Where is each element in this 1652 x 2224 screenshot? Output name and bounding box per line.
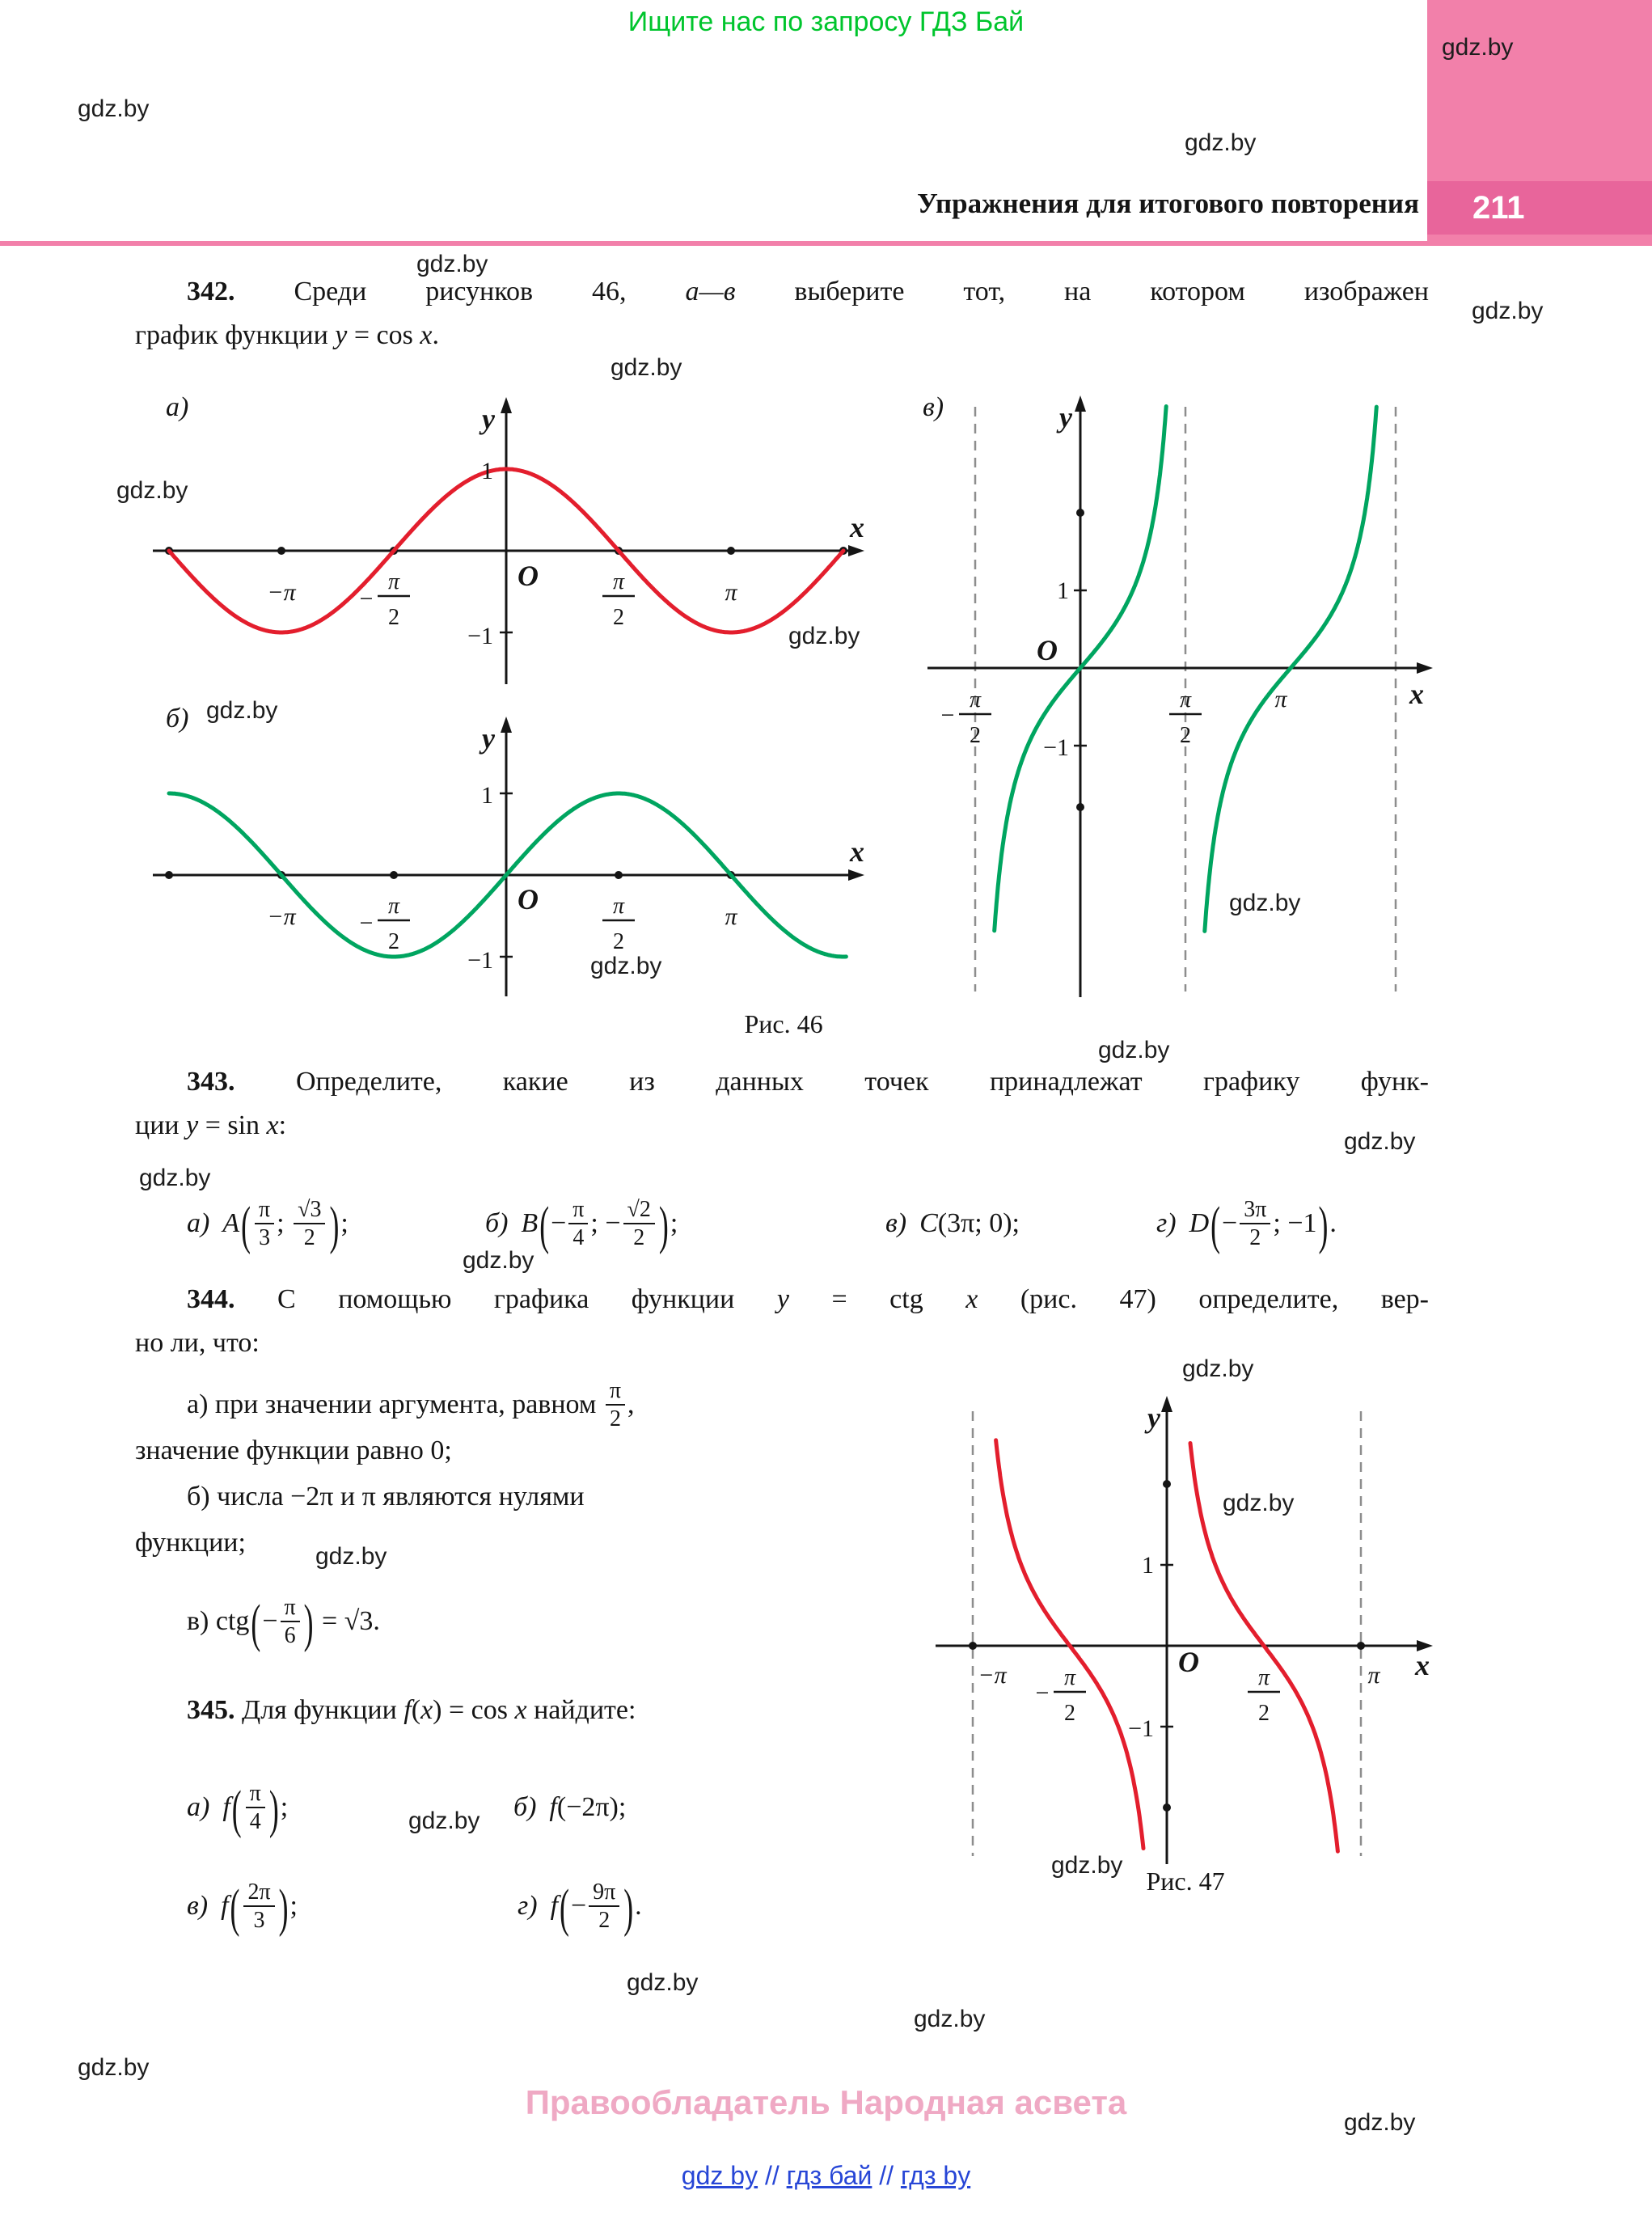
origin-label: O	[518, 883, 539, 915]
gdz-watermark: gdz.by	[1182, 1355, 1254, 1382]
func-arg: (−2π);	[556, 1792, 627, 1822]
punct: .	[635, 1891, 642, 1921]
math-var: x	[420, 1695, 433, 1725]
minus-sign: −	[940, 702, 955, 729]
y-axis-arrow	[1161, 1396, 1172, 1412]
ex344-line2: но ли, что:	[135, 1328, 260, 1358]
gdz-watermark: gdz.by	[590, 953, 662, 979]
gdz-watermark: gdz.by	[1185, 129, 1257, 156]
exercise-345	[135, 1689, 1429, 1732]
frac-num: π	[1257, 1665, 1270, 1690]
gdz-watermark: gdz.by	[611, 354, 682, 381]
math-var: x	[266, 1110, 279, 1140]
fraction: $\frac{\pi}{4}$	[246, 1780, 265, 1836]
footer-link-gdz-by2[interactable]: гдз by	[900, 2161, 971, 2190]
tick-fraction-pi-2	[602, 894, 635, 954]
fig47-caption: Рис. 47	[1146, 1867, 1225, 1896]
fig46-caption: Рис. 46	[744, 1009, 823, 1038]
math-var: f	[403, 1695, 412, 1725]
ex342-line2	[135, 314, 1429, 357]
ex344-item-a-line2: значение функции равно 0;	[135, 1435, 452, 1465]
text-segment: выберите тот, на котором изображен	[735, 277, 1429, 307]
tick-label-pi: π	[725, 903, 737, 930]
text-segment: = cos	[347, 320, 420, 350]
gdz-watermark: gdz.by	[1442, 34, 1514, 61]
fig46v-tan-graph	[907, 387, 1441, 1009]
gdz-watermark: gdz.by	[914, 2006, 986, 2032]
yneg1-label: −1	[467, 623, 493, 649]
axis-dot	[277, 547, 285, 555]
math-var: x	[514, 1695, 527, 1725]
gdz-watermark: gdz.by	[627, 1969, 699, 1996]
fraction: $\frac{√3}{2}$	[294, 1196, 325, 1252]
paren-close: )	[658, 1195, 669, 1256]
exercise-342	[135, 270, 1429, 357]
frac-num: π	[1063, 1665, 1076, 1690]
gdz-watermark: gdz.by	[1229, 890, 1301, 916]
fraction: $\frac{\pi}{6}$	[281, 1594, 300, 1650]
minus-sign: −	[1222, 1208, 1238, 1238]
minus-sign: −	[262, 1606, 278, 1636]
y1-label: 1	[481, 458, 493, 484]
footer-links	[0, 2161, 1652, 2191]
x-axis-label: x	[850, 835, 864, 868]
ex342-line1	[135, 270, 1429, 314]
axis-dot	[969, 1642, 977, 1650]
paren-open: (	[230, 1878, 240, 1939]
axis-dot	[390, 871, 398, 879]
y1-label: 1	[1142, 1552, 1154, 1579]
x-axis-arrow	[848, 545, 864, 556]
footer-link-gdz-bai[interactable]: гдз бай	[786, 2161, 872, 2190]
punct: ;	[289, 1891, 298, 1921]
point-name: A	[222, 1208, 240, 1238]
gdz-watermark: gdz.by	[1344, 1128, 1416, 1155]
punct: .	[373, 1606, 380, 1636]
header-rule	[0, 241, 1427, 246]
page-number: 211	[1472, 190, 1525, 226]
point-name: C	[919, 1208, 938, 1238]
frac-num: π	[612, 569, 625, 594]
frac-den: 2	[1180, 723, 1191, 748]
math-var: x	[965, 1284, 978, 1314]
yneg1-label: −1	[1043, 734, 1069, 761]
frac-den: 2	[388, 605, 399, 630]
paren-open: (	[251, 1593, 261, 1654]
axis-dot	[615, 871, 623, 879]
copyright-line: Правообладатель Народная асвета	[525, 2083, 1127, 2121]
punct: ;	[670, 1208, 678, 1238]
frac-num: π	[612, 894, 625, 919]
ex345-item-v	[187, 1866, 298, 1948]
ex343-line2	[135, 1104, 1429, 1148]
origin-label: O	[1037, 634, 1058, 666]
separator: ; −1	[1273, 1208, 1317, 1238]
fraction: $\frac{9\pi}{2}$	[589, 1879, 619, 1934]
fraction: $\frac{\pi}{2}$	[606, 1377, 625, 1433]
separator: ;	[277, 1208, 292, 1238]
text-segment: а—в	[685, 277, 736, 307]
ex343-item-b	[485, 1183, 678, 1266]
gdz-watermark: gdz.by	[408, 1808, 480, 1834]
punct: ;	[280, 1792, 289, 1822]
gdz-watermark: gdz.by	[139, 1165, 211, 1191]
gdz-watermark: gdz.by	[206, 697, 278, 724]
x-axis-label: x	[850, 511, 864, 543]
fraction: $\frac{\pi}{3}$	[255, 1196, 274, 1252]
y-axis-label: y	[1059, 401, 1072, 433]
top-banner: Ищите нас по запросу ГДЗ Бай	[627, 6, 1025, 37]
origin-label: O	[1178, 1646, 1199, 1678]
ex345-item-g	[518, 1866, 642, 1948]
frac-num: π	[387, 569, 400, 594]
fraction: $\frac{3\pi}{2}$	[1240, 1196, 1270, 1252]
gdz-watermark: gdz.by	[1051, 1852, 1123, 1879]
axis-dot	[1163, 1803, 1171, 1812]
equals-sign: =	[315, 1606, 344, 1636]
x-axis-label: x	[1409, 678, 1424, 710]
axis-dot	[1076, 803, 1084, 811]
y-axis-arrow	[501, 717, 512, 733]
text-segment: ции	[135, 1110, 187, 1140]
axis-dot	[1357, 1642, 1365, 1650]
link-separator: //	[758, 2161, 787, 2190]
ex343-item-a	[187, 1183, 349, 1266]
paren-close: )	[329, 1195, 340, 1256]
math-var: y	[335, 320, 348, 350]
axis-dot	[727, 547, 735, 555]
tick-label-neg-pi: −π	[267, 579, 296, 606]
paren-open: (	[241, 1195, 251, 1256]
y-axis-label: y	[1147, 1402, 1160, 1434]
item-label: б)	[513, 1792, 537, 1822]
yneg1-label: −1	[467, 947, 493, 974]
text-segment: = sin	[198, 1110, 267, 1140]
point-name: D	[1189, 1208, 1210, 1238]
fraction: $\frac{\pi}{4}$	[568, 1196, 588, 1252]
paren-open: (	[560, 1878, 569, 1939]
point-coords: (3π; 0);	[937, 1208, 1020, 1238]
ex343-item-g	[1156, 1183, 1337, 1266]
minus-sign: −	[570, 1891, 587, 1921]
footer-link-gdz-by[interactable]: gdz by	[681, 2161, 758, 2190]
yneg1-label: −1	[1128, 1715, 1154, 1742]
fig46b-label: б)	[166, 704, 189, 734]
frac-num: π	[1179, 687, 1192, 712]
gdz-watermark: gdz.by	[1472, 298, 1544, 324]
link-separator: //	[872, 2161, 901, 2190]
page-number-band	[1427, 181, 1652, 235]
item-label: г)	[518, 1891, 538, 1921]
math-var: y	[776, 1284, 789, 1314]
fig47-ctg-graph	[921, 1385, 1439, 1879]
paren-open: (	[1210, 1195, 1221, 1256]
point-name: B	[521, 1208, 539, 1238]
tick-fraction-neg-pi-2	[941, 687, 991, 748]
fraction: $\frac{2\pi}{3}$	[243, 1879, 274, 1934]
item-label: в)	[885, 1208, 907, 1238]
paren-open: (	[539, 1195, 550, 1256]
running-header: Упражнения для итогового повторения	[917, 188, 1419, 219]
frac-den: 2	[970, 723, 981, 748]
punct: (	[411, 1695, 421, 1725]
text-segment: график функции	[135, 320, 336, 350]
item-label: г)	[1156, 1208, 1177, 1238]
paren-open: (	[231, 1779, 242, 1840]
text-segment: а) при значении аргумента, равном	[187, 1389, 603, 1419]
exercise-number: 345.	[187, 1695, 235, 1725]
text-segment: ) = cos	[433, 1695, 515, 1725]
ex345-line1	[135, 1689, 1429, 1732]
text-segment: (рис. 47) определите, вер-	[978, 1284, 1429, 1314]
gdz-watermark: gdz.by	[416, 251, 488, 277]
text-segment: Определите, какие из данных точек принадлежат графику функ-	[295, 1067, 1429, 1097]
text-segment: Среди рисунков 46,	[294, 277, 686, 307]
text-segment: в) ctg	[187, 1606, 250, 1636]
ex344-item-v	[187, 1581, 380, 1664]
ex343-item-v	[885, 1183, 1020, 1264]
tick-fraction-neg-pi-2	[360, 894, 410, 954]
paren-close: )	[268, 1779, 279, 1840]
text-segment: = ctg	[788, 1284, 966, 1314]
sqrt-value: √3	[344, 1606, 374, 1636]
y1-label: 1	[1057, 577, 1069, 604]
gdz-watermark: gdz.by	[116, 477, 188, 504]
ex345-item-b	[513, 1767, 626, 1848]
gdz-watermark: gdz.by	[315, 1543, 387, 1570]
minus-sign: −	[551, 1208, 567, 1238]
paren-close: )	[623, 1878, 634, 1939]
separator: ; −	[590, 1208, 621, 1238]
exercise-number: 343.	[187, 1067, 235, 1097]
gdz-watermark: gdz.by	[1223, 1490, 1295, 1516]
punct: ;	[340, 1208, 349, 1238]
frac-num: π	[387, 894, 400, 919]
fig46b-sin-graph	[141, 704, 901, 1007]
fraction: $\frac{√2}{2}$	[623, 1196, 655, 1252]
gdz-watermark: gdz.by	[78, 95, 150, 122]
gdz-watermark: gdz.by	[1098, 1037, 1170, 1063]
frac-num: π	[969, 687, 982, 712]
y-axis-arrow	[1075, 395, 1086, 412]
item-label: в)	[187, 1891, 209, 1921]
exercise-number: 342.	[187, 277, 235, 307]
tick-fraction-pi-2	[602, 569, 635, 630]
ex343-line1	[135, 1060, 1429, 1104]
gdz-watermark: gdz.by	[788, 623, 860, 649]
x-axis-arrow	[1417, 662, 1433, 674]
exercise-number: 344.	[187, 1284, 235, 1314]
minus-sign: −	[359, 910, 374, 937]
tick-label-neg-pi: −π	[267, 903, 296, 930]
fig46v-label: в)	[923, 392, 944, 422]
y-axis-arrow	[501, 397, 512, 413]
func-name: f	[221, 1891, 229, 1921]
fig46a-label: а)	[166, 392, 189, 422]
origin-label: O	[518, 560, 539, 592]
x-axis-label: x	[1415, 1649, 1430, 1681]
func-name: f	[222, 1792, 230, 1822]
func-name: f	[549, 1792, 557, 1822]
y1-label: 1	[481, 782, 493, 809]
paren-close: )	[303, 1593, 314, 1654]
text-segment: :	[278, 1110, 287, 1140]
axis-dot	[1163, 1480, 1171, 1488]
y-axis-label: y	[482, 403, 495, 435]
text-segment: С помощью графика функции	[277, 1284, 777, 1314]
x-axis-arrow	[848, 869, 864, 881]
punct: ,	[627, 1389, 635, 1419]
ex344-item-b-line2: функции;	[135, 1528, 246, 1558]
math-var: x	[420, 320, 433, 350]
tick-label-pi: π	[725, 579, 737, 606]
exercise-343	[135, 1060, 1429, 1148]
ex344-line1	[135, 1278, 1429, 1321]
punct: .	[1329, 1208, 1337, 1238]
minus-sign: −	[1035, 1680, 1050, 1706]
tick-label-pi: π	[1367, 1662, 1380, 1689]
frac-den: 2	[1258, 1701, 1270, 1726]
axis-dot	[1076, 509, 1084, 517]
frac-den: 2	[1064, 1701, 1075, 1726]
axis-dot	[165, 871, 173, 879]
frac-den: 2	[613, 929, 624, 954]
text-segment: Для функции	[242, 1695, 404, 1725]
fig46a-cos-graph	[141, 387, 901, 694]
math-var: y	[186, 1110, 199, 1140]
frac-den: 2	[613, 605, 624, 630]
func-name: f	[550, 1891, 559, 1921]
tick-label-neg-pi: −π	[978, 1662, 1007, 1689]
paren-close: )	[278, 1878, 289, 1939]
gdz-watermark: gdz.by	[1344, 2109, 1416, 2136]
text-segment: найдите:	[526, 1695, 636, 1725]
paren-close: )	[1318, 1195, 1329, 1256]
frac-den: 2	[388, 929, 399, 954]
tick-label-pi: π	[1274, 686, 1287, 712]
ex344-item-b-line1: б) числа −2π и π являются нулями	[187, 1482, 585, 1512]
gdz-watermark: gdz.by	[463, 1247, 534, 1274]
text-segment: .	[432, 320, 439, 350]
exercise-344	[135, 1278, 1429, 1365]
item-label: а)	[187, 1792, 210, 1822]
item-label: а)	[187, 1208, 210, 1238]
item-label: б)	[485, 1208, 509, 1238]
minus-sign: −	[359, 586, 374, 612]
y-axis-label: y	[482, 722, 495, 755]
gdz-watermark: gdz.by	[78, 2054, 150, 2081]
